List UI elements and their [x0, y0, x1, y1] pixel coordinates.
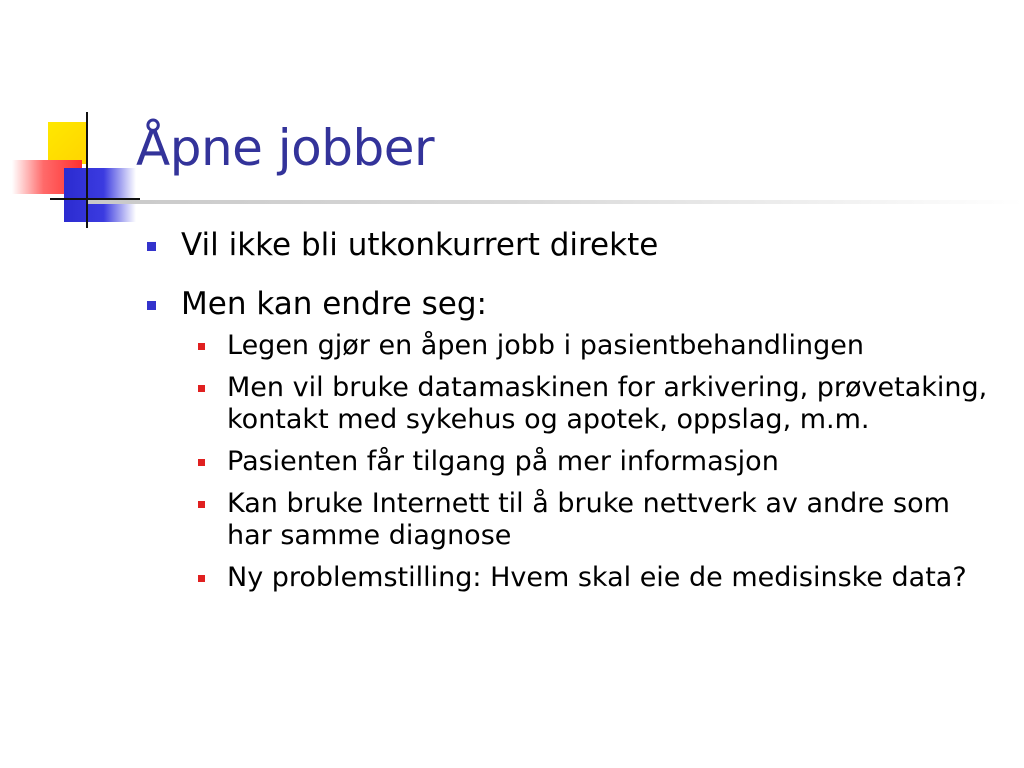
- sub-bullet-item: [195, 372, 995, 436]
- sub-bullet-item: [195, 330, 995, 362]
- bullet-text: Vil ikke bli utkonkurrert direkte: [181, 227, 659, 263]
- bullet-item: [145, 285, 995, 323]
- logo-vertical-line: [86, 112, 88, 228]
- sub-bullet-text: Legen gjør en åpen jobb i pasientbehandlingen: [227, 330, 864, 361]
- bullet-text: Men kan endre seg:: [181, 286, 487, 322]
- sub-bullet-item: [195, 488, 995, 552]
- sub-bullet-text: Pasienten får tilgang på mer informasjon: [227, 446, 779, 477]
- sub-bullet-text: Men vil bruke datamaskinen for arkivering, prøvetaking, kontakt med sykehus og apotek, oppslag, m.m.: [227, 372, 988, 435]
- square-bullet-icon: [198, 575, 205, 582]
- sub-bullet-item: [195, 562, 995, 594]
- logo-yellow-square: [48, 122, 88, 164]
- square-bullet-icon: [147, 301, 156, 310]
- square-bullet-icon: [147, 242, 156, 251]
- slide-title: Åpne jobber: [136, 119, 435, 177]
- square-bullet-icon: [198, 501, 205, 508]
- sub-bullet-text: Kan bruke Internett til å bruke nettverk av andre som har samme diagnose: [227, 488, 950, 551]
- slide-content: [145, 226, 995, 604]
- square-bullet-icon: [198, 385, 205, 392]
- decorative-logo: [0, 0, 140, 240]
- sub-bullet-item: [195, 446, 995, 478]
- bullet-item: [145, 226, 995, 264]
- square-bullet-icon: [198, 343, 205, 350]
- logo-blue-square: [64, 168, 136, 222]
- square-bullet-icon: [198, 459, 205, 466]
- sub-bullet-text: Ny problemstilling: Hvem skal eie de medisinske data?: [227, 562, 967, 593]
- title-underline: [88, 200, 1024, 204]
- sub-bullet-list: [195, 330, 995, 594]
